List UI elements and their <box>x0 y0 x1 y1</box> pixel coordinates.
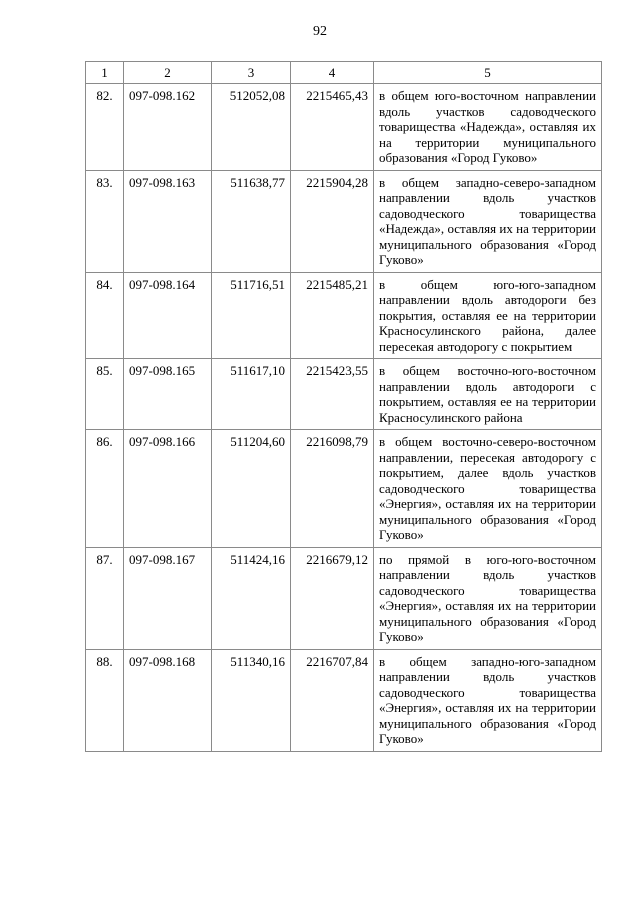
row-number: 85. <box>86 359 124 430</box>
header-col-2: 2 <box>124 62 212 84</box>
coord-x: 511638,77 <box>212 170 291 272</box>
boundary-description: в общем восточно-юго-восточном направлении вдоль автодороги с покрытием, оставляя ее на территории Красносулинского района <box>374 359 602 430</box>
page-number: 92 <box>313 24 327 39</box>
table-row <box>86 430 602 548</box>
header-col-4: 4 <box>291 62 374 84</box>
point-code: 097-098.167 <box>124 547 212 649</box>
row-number: 86. <box>86 430 124 548</box>
boundary-description: в общем западно-юго-западном направлении вдоль участков садоводческого товарищества «Энергия», оставляя их на территории муниципального образования «Город Гуково» <box>374 649 602 751</box>
coord-y: 2216098,79 <box>291 430 374 548</box>
boundary-description: в общем юго-юго-западном направлении вдоль автодороги без покрытия, оставляя ее на территории Красносулинского района, далее пересекая автодорогу с покрытием <box>374 272 602 359</box>
row-number: 87. <box>86 547 124 649</box>
boundary-description: по прямой в юго-юго-восточном направлении вдоль участков садоводческого товарищества «Энергия», оставляя их на территории муниципального образования «Город Гуково» <box>374 547 602 649</box>
point-code: 097-098.166 <box>124 430 212 548</box>
table-row <box>86 359 602 430</box>
table-row <box>86 170 602 272</box>
table-row <box>86 84 602 171</box>
coord-x: 512052,08 <box>212 84 291 171</box>
header-col-5: 5 <box>374 62 602 84</box>
boundary-table <box>85 61 602 752</box>
header-col-3: 3 <box>212 62 291 84</box>
coord-y: 2215465,43 <box>291 84 374 171</box>
coord-x: 511716,51 <box>212 272 291 359</box>
row-number: 88. <box>86 649 124 751</box>
coord-y: 2216707,84 <box>291 649 374 751</box>
boundary-description: в общем восточно-северо-восточном направлении, пересекая автодорогу с покрытием, далее вдоль участков садоводческого товарищества «Энергия», оставляя их на территории муниципального образования «Город Гуково» <box>374 430 602 548</box>
coord-y: 2216679,12 <box>291 547 374 649</box>
coord-y: 2215423,55 <box>291 359 374 430</box>
table-row <box>86 272 602 359</box>
table-row <box>86 547 602 649</box>
coord-x: 511204,60 <box>212 430 291 548</box>
coord-x: 511424,16 <box>212 547 291 649</box>
point-code: 097-098.162 <box>124 84 212 171</box>
boundary-description: в общем юго-восточном направлении вдоль участков садоводческого товарищества «Надежда», оставляя их на территории муниципального образования «Город Гуково» <box>374 84 602 171</box>
coord-y: 2215904,28 <box>291 170 374 272</box>
point-code: 097-098.163 <box>124 170 212 272</box>
point-code: 097-098.168 <box>124 649 212 751</box>
row-number: 84. <box>86 272 124 359</box>
table-row <box>86 649 602 751</box>
header-row <box>86 62 602 84</box>
point-code: 097-098.164 <box>124 272 212 359</box>
coord-y: 2215485,21 <box>291 272 374 359</box>
row-number: 82. <box>86 84 124 171</box>
coord-x: 511340,16 <box>212 649 291 751</box>
point-code: 097-098.165 <box>124 359 212 430</box>
row-number: 83. <box>86 170 124 272</box>
header-col-1: 1 <box>86 62 124 84</box>
boundary-description: в общем западно-северо-западном направлении вдоль участков садоводческого товарищества «Надежда», оставляя их на территории муниципального образования «Город Гуково» <box>374 170 602 272</box>
coord-x: 511617,10 <box>212 359 291 430</box>
